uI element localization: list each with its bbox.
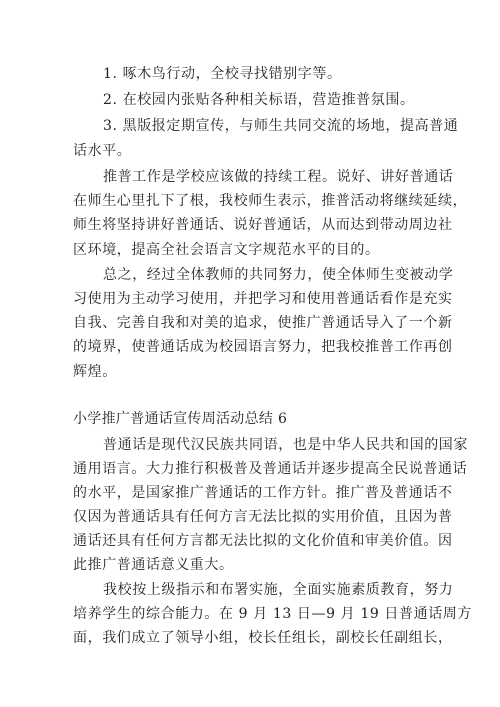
- paragraph-line: 我校按上级指示和布署实施，全面实施素质教育，努力: [103, 582, 454, 598]
- paragraph-line: 师生将坚持讲好普通话、说好普通话，从而达到带动周边社: [73, 217, 453, 233]
- list-item-3-continuation: 话水平。: [73, 143, 132, 159]
- paragraph-line: 通用语言。大力推行积极普及普通话并逐步提高全民说普通话: [73, 461, 468, 477]
- list-item-1: 1. 啄木鸟行动，全校寻找错别字等。: [103, 66, 342, 82]
- paragraph-line: 推普工作是学校应该做的持续工程。说好、讲好普通话: [103, 169, 454, 185]
- paragraph-line: 在师生心里扎下了根，我校师生表示，推普活动将继续延续，: [73, 193, 468, 209]
- list-item-2: 2. 在校园内张贴各种相关标语，营造推普氛围。: [103, 92, 415, 108]
- paragraph-line: 自我、完善自我和对美的追求，使推广普通话导入了一个新: [73, 315, 453, 331]
- list-item-3: 3. 黑版报定期宣传，与师生共同交流的场地，提高普通: [103, 118, 459, 134]
- paragraph-line: 辉煌。: [73, 364, 117, 380]
- paragraph-line: 此推广普通话意义重大。: [73, 557, 234, 573]
- section-heading: 小学推广普通话宣传周活动总结 6: [73, 411, 288, 427]
- paragraph-line: 的水平，是国家推广普通话的工作方针。推广普及普通话不: [73, 485, 453, 501]
- paragraph-line: 普通话是现代汉民族共同语，也是中华人民共和国的国家: [103, 437, 468, 453]
- paragraph-line: 习使用为主动学习使用，并把学习和使用普通话看作是充实: [73, 291, 453, 307]
- paragraph-line: 的境界，使普通话成为校园语言努力，把我校推普工作再创: [73, 339, 453, 355]
- paragraph-line: 总之，经过全体教师的共同努力，使全体师生变被动学: [103, 267, 454, 283]
- paragraph-line: 培养学生的综合能力。在 9 月 13 日—9 月 19 日普通话周方: [73, 606, 472, 622]
- paragraph-line: 面，我们成立了领导小组，校长任组长，副校长任副组长，: [73, 630, 453, 646]
- paragraph-line: 区环境，提高全社会语言文字规范水平的目的。: [73, 242, 380, 258]
- paragraph-line: 仅因为普通话具有任何方言无法比拟的实用价值，且因为普: [73, 509, 453, 525]
- paragraph-line: 通话还具有任何方言都无法比拟的文化价值和审美价值。因: [73, 533, 453, 549]
